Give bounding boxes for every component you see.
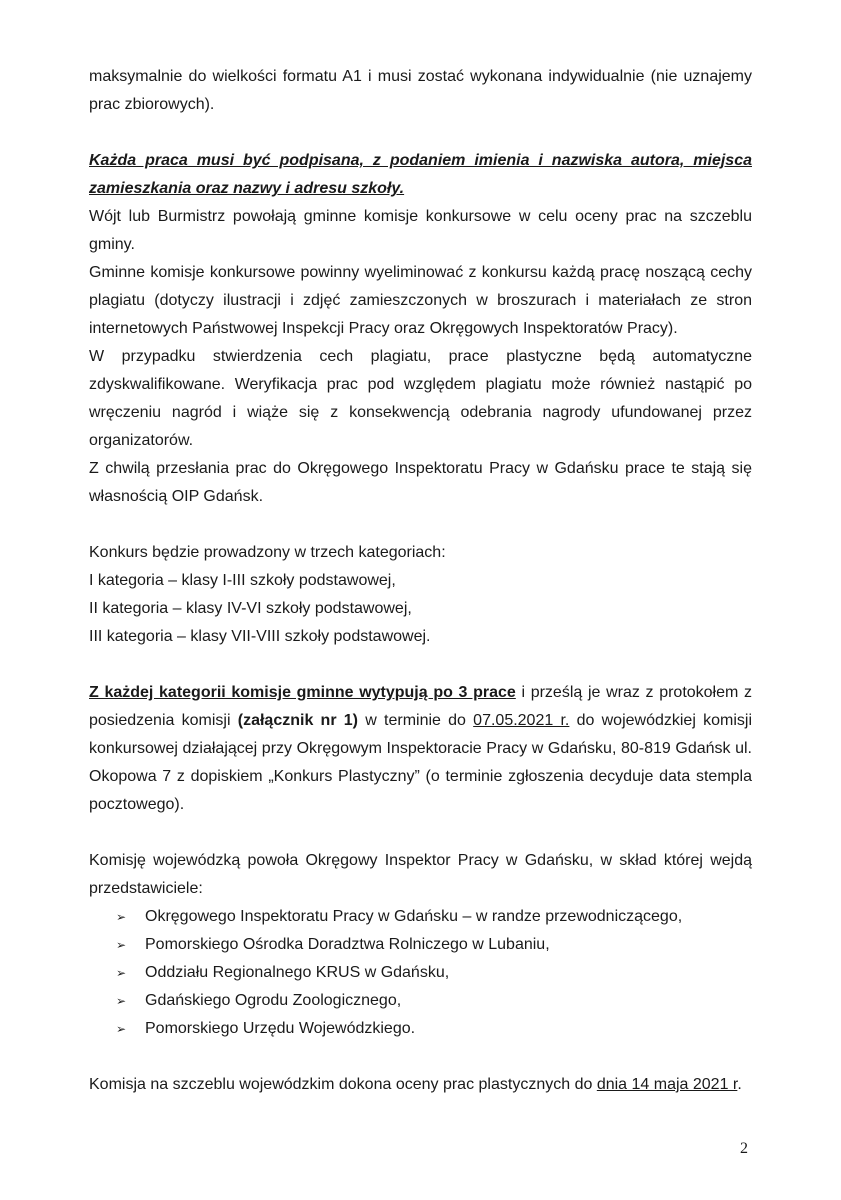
signature-requirement: Każda praca musi być podpisana, z podaniem imienia i nazwiska autora, miejsca zamieszkania oraz nazwy i adresu szkoły. [89,152,752,197]
submission-lead: Z każdej kategorii komisje gminne wytypują po 3 prace [89,684,516,701]
document-body [89,63,752,1099]
submission-paragraph [89,679,752,819]
list-item: ➢ Okręgowego Inspektoratu Pracy w Gdańsku – w randze przewodniczącego, [116,903,752,931]
arrow-bullet-icon: ➢ [116,1022,127,1036]
categories-intro: Konkurs będzie prowadzony w trzech kategoriach: [89,544,446,561]
attachment-reference: (załącznik nr 1) [237,712,359,729]
plagiarism-paragraph: Gminne komisje konkursowe powinny wyeliminować z konkursu każdą pracę noszącą cechy plagiatu (dotyczy ilustracji i zdjęć zamieszczonych w broszurach i materiałach ze stron internetowych Państwowej Inspekcji Pracy oraz Okręgowych Inspektoratów Pracy). [89,264,752,337]
submission-text: i prześlą je wraz z protokołem z posiedzenia komisji [89,684,753,729]
category-item: I kategoria – klasy I-III szkoły podstawowej, [89,572,396,589]
arrow-bullet-icon: ➢ [116,910,127,924]
committee-members-list [89,903,752,1043]
list-item: ➢ Oddziału Regionalnego KRUS w Gdańsku, [116,959,752,987]
arrow-bullet-icon: ➢ [116,966,127,980]
page-number: 2 [740,1140,748,1157]
committee-intro: Komisję wojewódzką powoła Okręgowy Inspektor Pracy w Gdańsku, w skład której wejdą przedstawiciele: [89,852,752,897]
list-item: ➢ Pomorskiego Ośrodka Doradztwa Rolniczego w Lubaniu, [116,931,752,959]
arrow-bullet-icon: ➢ [116,994,127,1008]
submission-text: do wojewódzkiej komisji konkursowej działającej przy Okręgowym Inspektoracie Pracy w Gdańsku, 80-819 Gdańsk ul. Okopowa 7 z dopiskiem „Konkurs Plastyczny” (o terminie zgłoszenia decyduje data stempla pocztowego). [89,712,753,813]
commissions-paragraph: Wójt lub Burmistrz powołają gminne komisje konkursowe w celu oceny prac na szczeblu gminy. [89,208,752,253]
list-item: ➢ Gdańskiego Ogrodu Zoologicznego, [116,987,752,1015]
ownership-paragraph: Z chwilą przesłania prac do Okręgowego Inspektoratu Pracy w Gdańsku prace te stają się własnością OIP Gdańsk. [89,460,752,505]
category-item: II kategoria – klasy IV-VI szkoły podstawowej, [89,600,412,617]
list-item: ➢ Pomorskiego Urzędu Wojewódzkiego. [116,1015,752,1043]
format-paragraph: maksymalnie do wielkości formatu A1 i musi zostać wykonana indywidualnie (nie uznajemy prac zbiorowych). [89,68,752,113]
evaluation-date: dnia 14 maja 2021 r [596,1076,738,1093]
evaluation-paragraph: Komisja na szczeblu wojewódzkim dokona oceny prac plastycznych do dnia 14 maja 2021 r. [89,1076,742,1093]
disqualification-paragraph: W przypadku stwierdzenia cech plagiatu, prace plastyczne będą automatyczne zdyskwalifikowane. Weryfikacja prac pod względem plagiatu może również nastąpić po wręczeniu nagród i wiąże się z konsekwencją odebrania nagrody ufundowanej przez organizatorów. [89,348,752,449]
submission-text: w terminie do [358,712,474,729]
category-item: III kategoria – klasy VII-VIII szkoły podstawowej. [89,628,431,645]
submission-deadline: 07.05.2021 r. [473,712,570,729]
arrow-bullet-icon: ➢ [116,938,127,952]
